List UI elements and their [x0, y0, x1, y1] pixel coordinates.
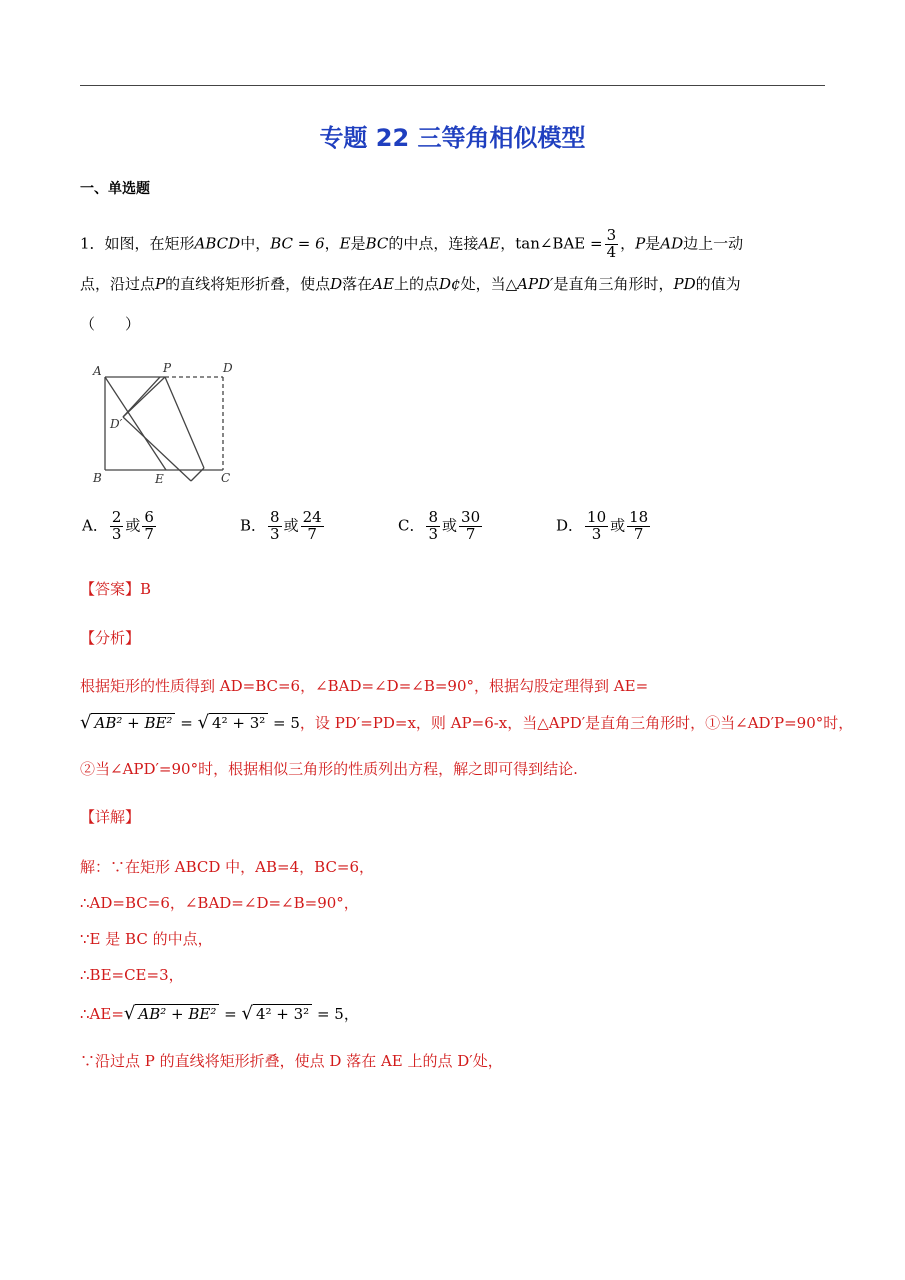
segment-ad-dash [123, 377, 160, 417]
option-a[interactable]: A． $\frac{2}{3}$ 或 $\frac{6}{7}$ [82, 508, 154, 543]
analysis-line-3: ②当∠APD′=90°时，根据相似三角形的性质列出方程，解之即可得到结论. [80, 760, 578, 778]
detail-line-1: 解：∵在矩形 ABCD 中，AB=4，BC=6， [80, 858, 375, 876]
analysis-label: 【分析】 [80, 629, 141, 647]
tan-fraction: $\frac{3}{4}$ [606, 226, 617, 261]
detail-line-4: ∴BE=CE=3， [80, 966, 184, 984]
detail-line-2: ∴AD=BC=6，∠BAD=∠D=∠B=90°， [80, 894, 359, 912]
question-line-2: 点，沿过点P的直线将矩形折叠，使点D落在AE上的点D¢处，当△APD′是直角三角形时，PD的值为 [80, 275, 741, 293]
question-paren: （ ） [80, 315, 141, 333]
answer-label: 【答案】B [80, 580, 152, 598]
option-d[interactable]: D． $\frac{10}{3}$ 或 $\frac{18}{7}$ [556, 508, 649, 543]
page-title: 专题 22 三等角相似模型 [319, 124, 586, 152]
label-P: P [163, 361, 172, 375]
label-C: C [221, 471, 231, 485]
detail-line-5: ∴AE=√ AB² + BE² = √ 4² + 3² = 5， [80, 1003, 359, 1024]
section-heading: 一、单选题 [80, 181, 150, 197]
detail-label: 【详解】 [80, 808, 141, 826]
label-E: E [155, 472, 164, 486]
analysis-line-1: 根据矩形的性质得到 AD=BC=6，∠BAD=∠D=∠B=90°，根据勾股定理得到 AE= [80, 677, 649, 695]
analysis-line-2: √ AB² + BE² = √ 4² + 3² = 5，设 PD′=PD=x，则 AP=6-x，当△APD′是直角三角形时，①当∠AD′P=90°时， [80, 712, 854, 733]
fold-line [165, 377, 204, 468]
geometry-figure [88, 355, 248, 490]
label-Dprime: D′ [110, 417, 123, 431]
detail-line-6: ∵沿过点 P 的直线将矩形折叠，使点 D 落在 AE 上的点 D′处， [80, 1052, 503, 1070]
detail-line-3: ∵E 是 BC 的中点， [80, 930, 213, 948]
label-D: D [223, 361, 233, 375]
label-A: A [93, 364, 102, 378]
top-rule [80, 85, 825, 86]
question-line-1: 1．如图，在矩形ABCD中，BC = 6，E是BC的中点，连接AE，tan∠BAE = $\frac{3}{4}$ ，P是AD边上一动 [80, 226, 744, 261]
label-B: B [93, 471, 102, 485]
option-b[interactable]: B． $\frac{8}{3}$ 或 $\frac{24}{7}$ [240, 508, 322, 543]
option-c[interactable]: C． $\frac{8}{3}$ 或 $\frac{30}{7}$ [398, 508, 481, 543]
